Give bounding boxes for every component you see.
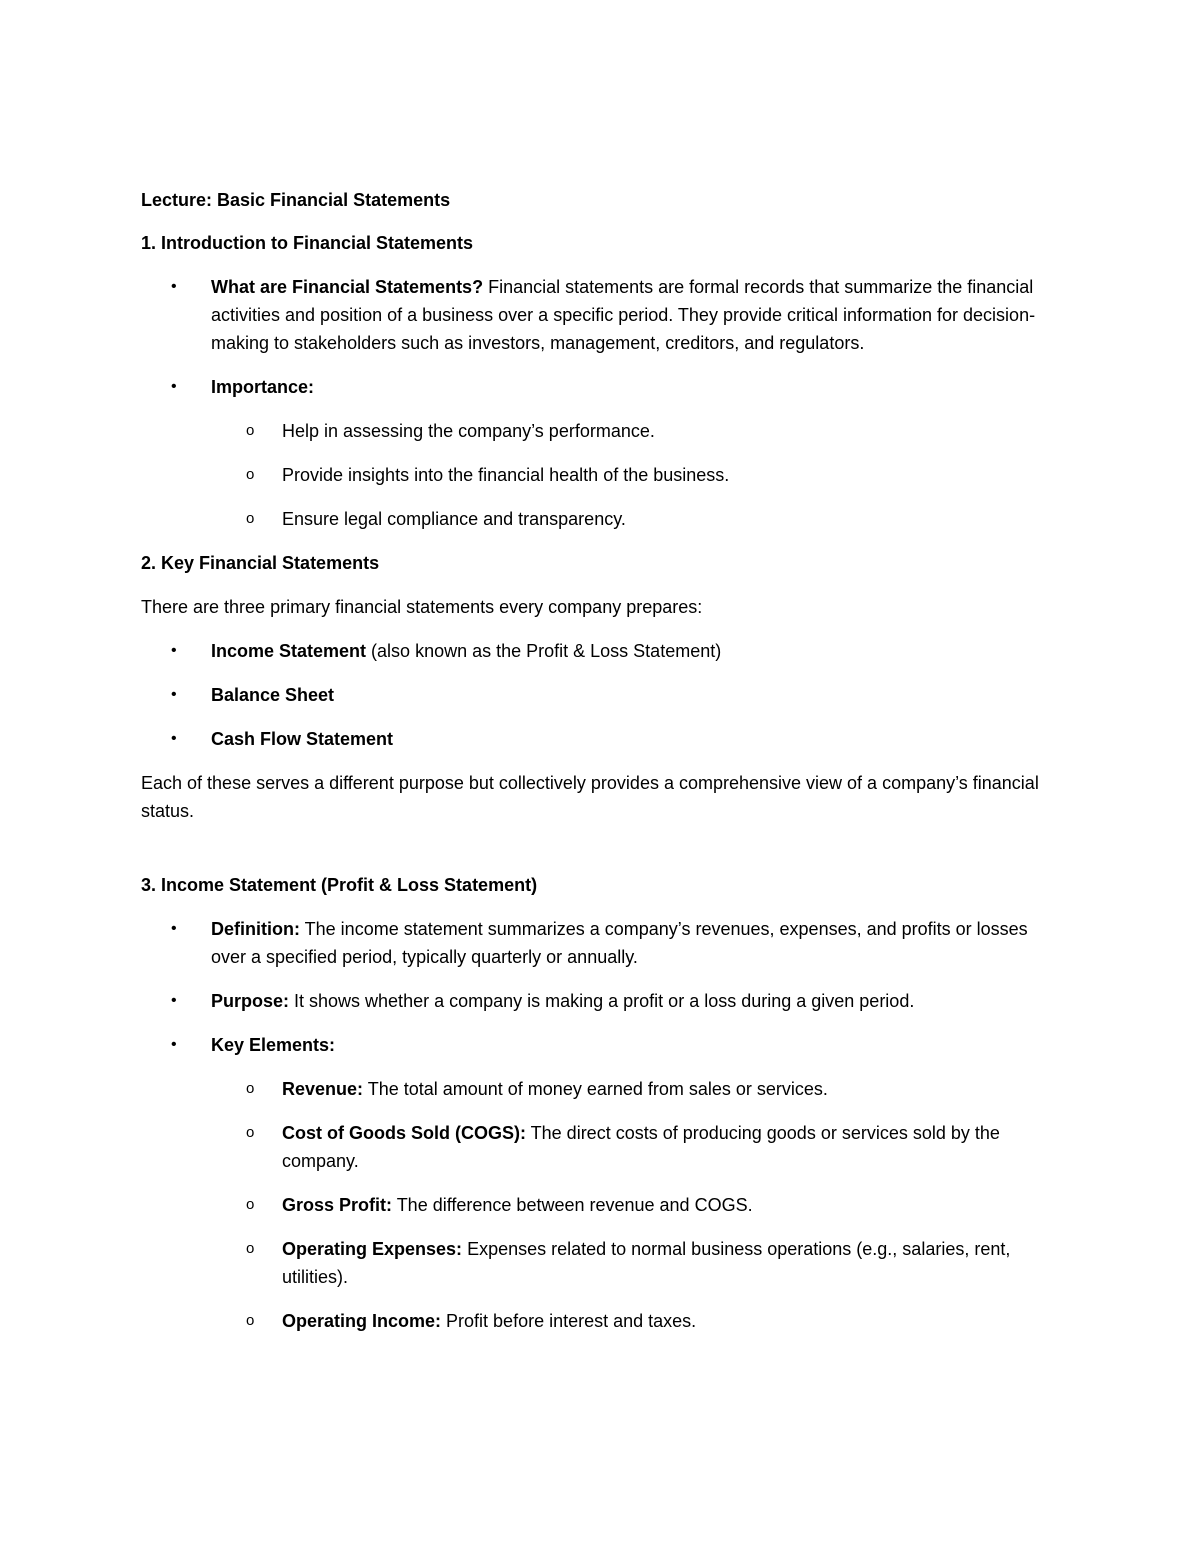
item-term: Importance: (211, 377, 315, 397)
list-item (141, 681, 1061, 709)
sub-bullet-marker: o (246, 1080, 255, 1097)
item-term: Key Elements: (211, 1035, 336, 1055)
list-item (141, 725, 1061, 753)
section-outro: Each of these serves a different purpose but collectively provides a comprehensive view of a company’s financial status. (141, 773, 1039, 821)
sub-list-key-elements (211, 1075, 1061, 1335)
sub-bullet-marker: o (246, 1124, 255, 1141)
bullet-marker: • (171, 920, 177, 937)
bullet-marker: • (171, 278, 177, 295)
section-heading-introduction: 1. Introduction to Financial Statements (141, 233, 474, 253)
sub-bullet-marker: o (246, 1312, 255, 1329)
item-term: Balance Sheet (211, 685, 335, 705)
bullet-marker: • (171, 1036, 177, 1053)
sub-list-importance (211, 417, 1061, 533)
bullet-list-key-statements (141, 637, 1061, 753)
sub-list-item: o Operating Expenses: Expenses related to normal business operations (e.g., salaries, rent, utilities). (211, 1235, 1061, 1291)
sub-list-item: o Ensure legal compliance and transparency. (211, 505, 1061, 533)
bullet-list-income-statement (141, 915, 1061, 1335)
bullet-list-introduction (141, 273, 1061, 533)
section-intro: There are three primary financial statements every company prepares: (141, 597, 703, 617)
bullet-marker: • (171, 686, 177, 703)
sub-bullet-marker: o (246, 422, 255, 439)
item-term: Income Statement (211, 641, 367, 661)
sub-bullet-marker: o (246, 1196, 255, 1213)
list-item (141, 1031, 1061, 1335)
item-text: The income statement summarizes a company’s revenues, expenses, and profits or losses over a specified period, typically quarterly or annually. (211, 919, 1028, 967)
sub-bullet-marker: o (246, 466, 255, 483)
item-term: What are Financial Statements? (211, 277, 484, 297)
section-heading-income-statement: 3. Income Statement (Profit & Loss Statement) (141, 875, 538, 895)
bullet-marker: • (171, 992, 177, 1009)
bullet-marker: • (171, 642, 177, 659)
item-text: It shows whether a company is making a profit or a loss during a given period. (289, 991, 915, 1011)
item-text: (also known as the Profit & Loss Statement) (366, 641, 722, 661)
sub-bullet-marker: o (246, 510, 255, 527)
item-term: Cash Flow Statement (211, 729, 394, 749)
sub-list-item: o Operating Income: Profit before interest and taxes. (211, 1307, 1061, 1335)
bullet-marker: • (171, 378, 177, 395)
section-heading-key-statements: 2. Key Financial Statements (141, 553, 380, 573)
document-title: Lecture: Basic Financial Statements (141, 190, 451, 210)
sub-list-item: o Revenue: The total amount of money earned from sales or services. (211, 1075, 1061, 1103)
bullet-marker: • (171, 730, 177, 747)
sub-list-item: o Cost of Goods Sold (COGS): The direct costs of producing goods or services sold by the company. (211, 1119, 1061, 1175)
sub-list-item: o Provide insights into the financial health of the business. (211, 461, 1061, 489)
sub-list-item: o Gross Profit: The difference between revenue and COGS. (211, 1191, 1061, 1219)
sub-bullet-marker: o (246, 1240, 255, 1257)
sub-list-item: o Help in assessing the company’s performance. (211, 417, 1061, 445)
blank-line (141, 841, 1061, 871)
document-page (141, 186, 1061, 1351)
list-item (141, 273, 1061, 357)
item-term: Purpose: (211, 991, 290, 1011)
item-term: Definition: (211, 919, 300, 939)
item-text: Financial statements are formal records that summarize the financial activities and position of a business over a specific period. They provide critical information for decision-making to stakeholders such as investors, management, creditors, and regulators. (211, 277, 1036, 353)
list-item (141, 373, 1061, 533)
list-item (141, 915, 1061, 971)
list-item (141, 637, 1061, 665)
list-item (141, 987, 1061, 1015)
